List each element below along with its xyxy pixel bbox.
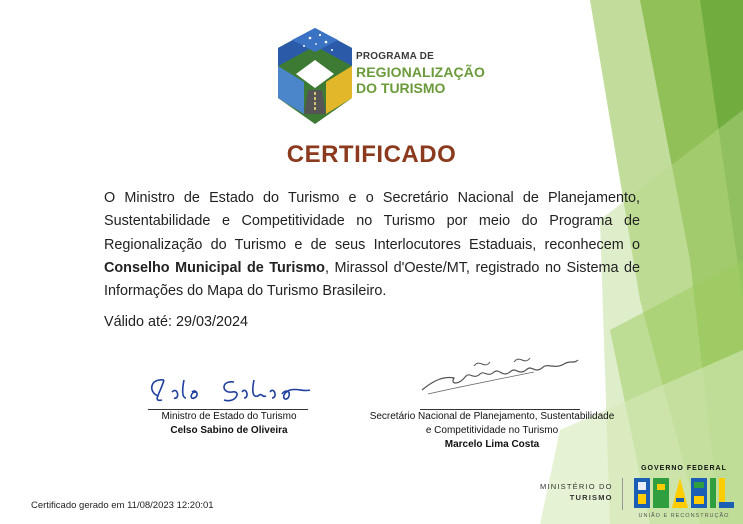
signature-2-name: Marcelo Lima Costa xyxy=(444,439,540,450)
ministry-divider xyxy=(622,478,623,510)
signature-2-role-line-2: e Competitividade no Turismo xyxy=(425,425,559,436)
signature-1-role: Ministro de Estado do Turismo xyxy=(161,411,297,422)
ministry-line-2: TURISMO xyxy=(569,493,613,502)
logo-line-2: REGIONALIZAÇÃO xyxy=(356,64,485,80)
certificate-body xyxy=(104,187,640,303)
program-logo xyxy=(276,26,485,126)
certificate-title: CERTIFICADO xyxy=(286,141,457,168)
signature-2-role-line-1: Secretário Nacional de Planejamento, Sustentabilidade xyxy=(369,411,615,422)
program-logo-text xyxy=(356,52,485,95)
valid-until: Válido até: 29/03/2024 xyxy=(104,314,249,330)
signature-2 xyxy=(352,410,632,452)
generated-timestamp: Certificado gerado em 11/08/2023 12:20:01 xyxy=(31,500,214,511)
ministry-logo xyxy=(540,481,613,503)
government-title: GOVERNO FEDERAL xyxy=(641,465,727,472)
signature-2-image xyxy=(414,350,584,400)
body-text-part-1: O Ministro de Estado do Turismo e o Secretário Nacional de Planejamento, Sustentabilidade e Competitividade no Turismo por meio do Programa de Regionalização do Turismo e de seus Interlocutores Estaduais, reconhecem o xyxy=(104,190,640,253)
government-logo xyxy=(632,465,736,521)
ministry-line-1: MINISTÉRIO DO xyxy=(540,482,613,491)
brasil-logo-icon xyxy=(632,476,736,510)
government-subtitle: UNIÃO E RECONSTRUÇÃO xyxy=(638,513,730,519)
regionalizacao-logo-icon xyxy=(276,26,354,126)
body-text-part-2: , Mirassol d'Oeste/MT, registrado no Sistema de Informações do Mapa do Turismo Brasileiro. xyxy=(104,259,640,300)
signature-1-image xyxy=(138,372,318,412)
signature-1 xyxy=(124,410,334,438)
entity-name: Conselho Municipal de Turismo xyxy=(104,259,325,276)
logo-line-1: PROGRAMA DE xyxy=(356,51,434,62)
logo-line-3: DO TURISMO xyxy=(356,80,446,96)
signature-1-name: Celso Sabino de Oliveira xyxy=(170,425,288,436)
